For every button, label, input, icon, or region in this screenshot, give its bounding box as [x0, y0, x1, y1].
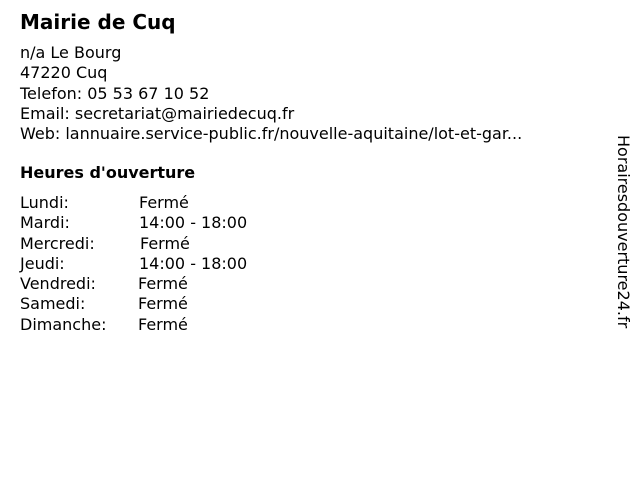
day-hours: Fermé	[138, 274, 188, 294]
web-line: Web: lannuaire.service-public.fr/nouvelle-aquitaine/lot-et-gar...	[20, 124, 523, 144]
day-hours: Fermé	[138, 314, 188, 334]
site-watermark: Horairesdouverture24.fr	[614, 135, 633, 329]
day-label: Lundi:	[20, 193, 69, 212]
day-hours: 14:00 - 18:00	[139, 253, 248, 273]
street-line: n/a Le Bourg	[20, 43, 122, 62]
address-block	[20, 43, 522, 144]
day-hours: Fermé	[138, 294, 188, 314]
day-label: Mardi:	[20, 213, 70, 233]
city-line: 47220 Cuq	[20, 63, 108, 83]
day-hours: Fermé	[140, 233, 190, 253]
day-label: Mercredi:	[20, 233, 95, 253]
day-label: Vendredi:	[20, 274, 96, 294]
day-hours: Fermé	[139, 193, 189, 212]
day-hours: 14:00 - 18:00	[139, 213, 248, 233]
page-title: Mairie de Cuq	[20, 10, 176, 34]
hours-heading: Heures d'ouverture	[20, 163, 196, 182]
email-line: Email: secretariat@mairiedecuq.fr	[20, 103, 295, 123]
day-label: Jeudi:	[20, 253, 65, 273]
day-label: Samedi:	[20, 294, 86, 314]
day-label: Dimanche:	[20, 314, 107, 334]
phone-line: Telefon: 05 53 67 10 52	[20, 83, 210, 103]
